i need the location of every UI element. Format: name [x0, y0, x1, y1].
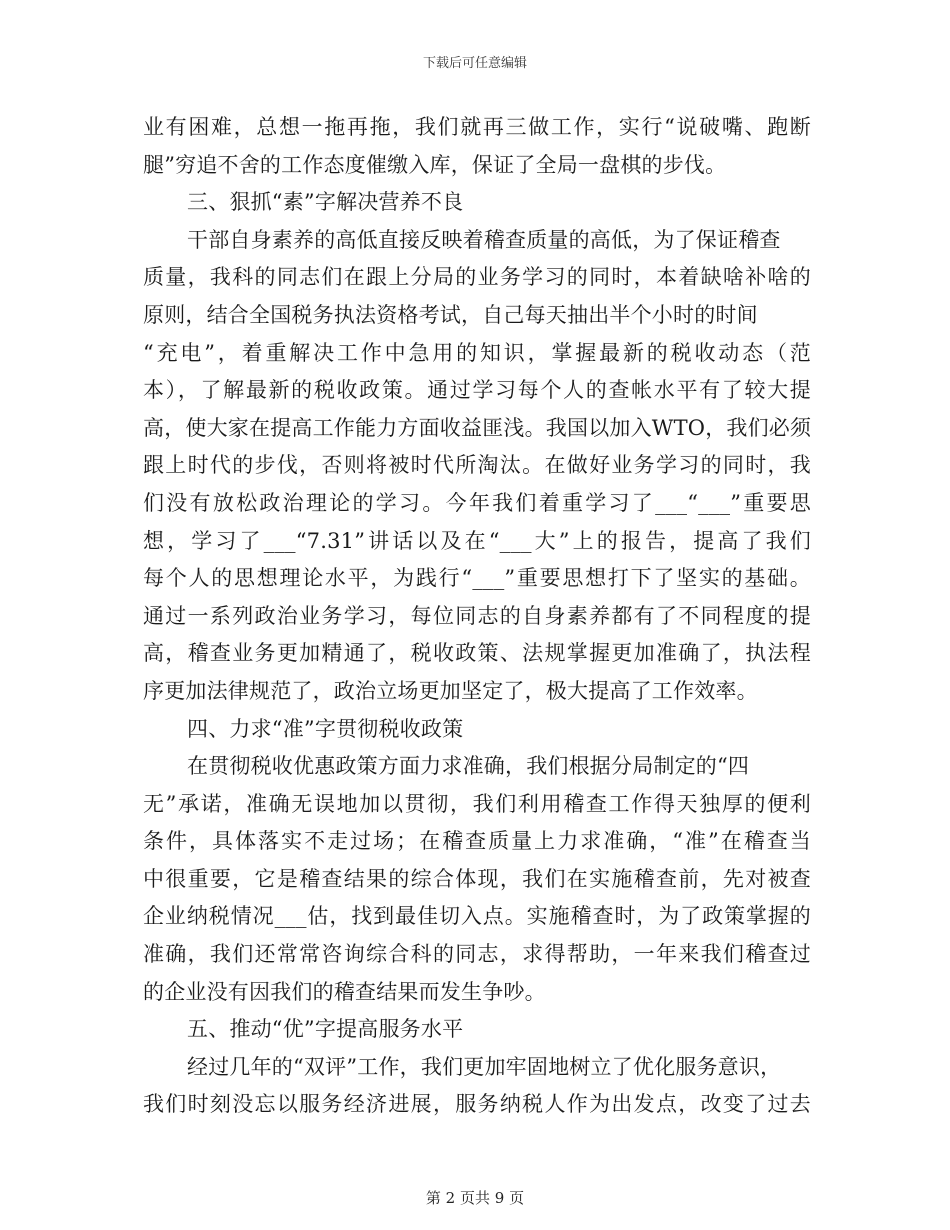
text-line: 原则，结合全国税务执法资格考试，自己每天抽出半个小时的时间	[143, 302, 758, 327]
text-line: 在贯彻税收优惠政策方面力求准确，我们根据分局制定的“四	[187, 754, 750, 779]
section-heading: 四、力求“准”字贯彻税收政策	[187, 716, 464, 741]
text-line: 条件，具体落实不走过场；在稽查质量上力求准确，“准”在稽查当	[143, 829, 811, 854]
text-line: 无”承诺，准确无误地加以贯彻，我们利用稽查工作得天独厚的便利	[143, 791, 811, 816]
document-body	[143, 109, 811, 1124]
text-line: 们没有放松政治理论的学习。今年我们着重学习了___“___”重要思	[143, 490, 811, 515]
text-line: 质量，我科的同志们在跟上分局的业务学习的同时，本着缺啥补啥的	[143, 265, 811, 290]
text-line: 业有困难，总想一拖再拖，我们就再三做工作，实行“说破嘴、跑断	[143, 115, 811, 139]
text-line: 序更加法律规范了，政治立场更加坚定了，极大提高了工作效率。	[143, 678, 758, 703]
text-line: 腿”穷追不舍的工作态度催缴入库，保证了全局一盘棋的步伐。	[143, 152, 727, 177]
text-line: 中很重要，它是稽查结果的综合体现，我们在实施稽查前，先对被查	[143, 866, 811, 891]
text-line: “充电”，着重解决工作中急用的知识，掌握最新的税收动态（范	[143, 340, 811, 365]
text-line: 干部自身素养的高低直接反映着稽查质量的高低，为了保证稽查	[187, 227, 781, 252]
text-line: 跟上时代的步伐，否则将被时代所淘汰。在做好业务学习的同时，我	[143, 453, 811, 478]
text-line: 想，学习了___“7.31”讲话以及在“___大”上的报告，提高了我们	[143, 528, 811, 553]
text-line: 高，使大家在提高工作能力方面收益匪浅。我国以加入WTO，我们必须	[143, 415, 812, 440]
text-line: 经过几年的“双评”工作，我们更加牢固地树立了优化服务意识，	[187, 1054, 782, 1079]
text-line: 高，稽查业务更加精通了，税收政策、法规掌握更加准确了，执法程	[143, 641, 811, 666]
text-line: 准确，我们还常常咨询综合科的同志，求得帮助，一年来我们稽查过	[143, 942, 811, 967]
text-line: 的企业没有因我们的稽查结果而发生争吵。	[143, 979, 546, 1004]
section-heading: 三、狠抓“素”字解决营养不良	[187, 190, 464, 215]
page-header-note: 下载后可任意编辑	[422, 56, 527, 71]
text-line: 企业纳税情况___估，找到最佳切入点。实施稽查时，为了政策掌握的	[143, 904, 811, 929]
page-footer-page-number: 第 2 页共 9 页	[425, 1189, 525, 1207]
section-heading: 五、推动“优”字提高服务水平	[187, 1017, 464, 1042]
text-line: 通过一系列政治业务学习，每位同志的自身素养都有了不同程度的提	[143, 603, 811, 628]
text-line: 我们时刻没忘以服务经济进展，服务纳税人作为出发点，改变了过去	[143, 1092, 811, 1117]
text-line: 本），了解最新的税收政策。通过学习每个人的查帐水平有了较大提	[143, 378, 811, 403]
text-line: 每个人的思想理论水平，为践行“___”重要思想打下了坚实的基础。	[143, 566, 811, 591]
